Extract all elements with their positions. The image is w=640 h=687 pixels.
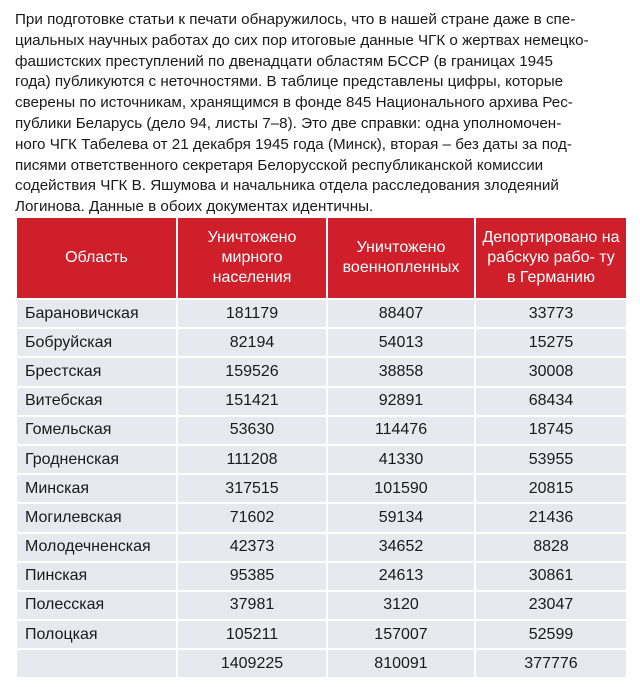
intro-line: При подготовке статьи к печати обнаружилось, что в нашей стране даже в спе- (15, 11, 576, 28)
intro-line: писями ответственного секретаря Белорусской республиканской комиссии (15, 156, 544, 174)
civilians-value: 151421 (177, 387, 327, 416)
intro-line: ного ЧГК Табелева от 21 декабря 1945 года (Минск), вторая – без даты за под- (15, 135, 572, 153)
totals-row (16, 649, 627, 678)
pows-value: 38858 (327, 357, 475, 386)
civilians-value: 82194 (177, 328, 327, 357)
pows-value: 3120 (327, 591, 475, 620)
table-row (16, 533, 627, 562)
region-name: Бобруйская (16, 328, 177, 357)
deported-value: 33773 (475, 299, 627, 328)
region-name: Могилевская (16, 503, 177, 532)
deported-value: 15275 (475, 328, 627, 357)
deported-value: 52599 (475, 620, 627, 649)
civilians-value: 181179 (177, 299, 327, 328)
civilians-value: 105211 (177, 620, 327, 649)
header-deported: Депортировано на рабскую рабо- ту в Германию (475, 217, 627, 299)
table-row (16, 387, 627, 416)
pows-value: 92891 (327, 387, 475, 416)
deported-value: 18745 (475, 416, 627, 445)
region-name: Пинская (16, 562, 177, 591)
intro-line: года) публикуются с неточностями. В таблице представлены цифры, которые (15, 73, 564, 91)
table-row (16, 416, 627, 445)
civilians-value: 37981 (177, 591, 327, 620)
intro-line: публики Беларусь (дело 94, листы 7–8). Это две справки: одна уполномочен- (15, 114, 562, 132)
deported-value: 21436 (475, 503, 627, 532)
intro-line: циальных научных работах до сих пор итоговые данные ЧГК о жертвах немецко- (15, 31, 589, 49)
pows-value: 54013 (327, 328, 475, 357)
pows-value: 34652 (327, 533, 475, 562)
pows-value: 114476 (327, 416, 475, 445)
region-name: Гродненская (16, 445, 177, 474)
deported-total: 377776 (475, 649, 627, 678)
civilians-value: 71602 (177, 503, 327, 532)
table-row (16, 445, 627, 474)
civilians-total: 1409225 (177, 649, 327, 678)
pows-total: 810091 (327, 649, 475, 678)
header-pows-killed: Уничтожено военнопленных (327, 217, 475, 299)
table-row (16, 562, 627, 591)
intro-line: Логинова. Данные в обоих документах идентичны. (15, 198, 374, 216)
civilians-value: 317515 (177, 474, 327, 503)
deported-value: 8828 (475, 533, 627, 562)
deported-value: 68434 (475, 387, 627, 416)
pows-value: 41330 (327, 445, 475, 474)
intro-line: фашистских преступлений по двенадцати областям БССР (в границах 1945 (15, 52, 554, 70)
deported-value: 20815 (475, 474, 627, 503)
region-name: Полоцкая (16, 620, 177, 649)
table-row (16, 474, 627, 503)
pows-value: 157007 (327, 620, 475, 649)
pows-value: 24613 (327, 562, 475, 591)
civilians-value: 111208 (177, 445, 327, 474)
region-name: Барановичская (16, 299, 177, 328)
deported-value: 30861 (475, 562, 627, 591)
deported-value: 23047 (475, 591, 627, 620)
region-name: Брестская (16, 357, 177, 386)
table-body (16, 299, 627, 678)
region-name: Минская (16, 474, 177, 503)
intro-line: сверены по источникам, хранящимся в фонде 845 Национального архива Рес- (15, 94, 573, 112)
table-row (16, 503, 627, 532)
totals-label (16, 649, 177, 678)
civilians-value: 95385 (177, 562, 327, 591)
pows-value: 101590 (327, 474, 475, 503)
civilians-value: 53630 (177, 416, 327, 445)
region-name: Полесская (16, 591, 177, 620)
pows-value: 88407 (327, 299, 475, 328)
victims-table-container (15, 216, 626, 674)
table-row (16, 357, 627, 386)
civilians-value: 159526 (177, 357, 327, 386)
pows-value: 59134 (327, 503, 475, 532)
table-header-row (16, 217, 627, 299)
table-row (16, 328, 627, 357)
deported-value: 53955 (475, 445, 627, 474)
region-name: Молодечненская (16, 533, 177, 562)
header-civilians-killed: Уничтожено мирного населения (177, 217, 327, 299)
victims-table (15, 216, 628, 679)
region-name: Витебская (16, 387, 177, 416)
header-region: Область (16, 217, 177, 299)
region-name: Гомельская (16, 416, 177, 445)
deported-value: 30008 (475, 357, 627, 386)
intro-paragraph (15, 10, 626, 218)
table-row (16, 299, 627, 328)
table-row (16, 591, 627, 620)
intro-line: содействия ЧГК В. Яшумова и начальника отдела расследования злодеяний (15, 177, 559, 195)
table-row (16, 620, 627, 649)
civilians-value: 42373 (177, 533, 327, 562)
